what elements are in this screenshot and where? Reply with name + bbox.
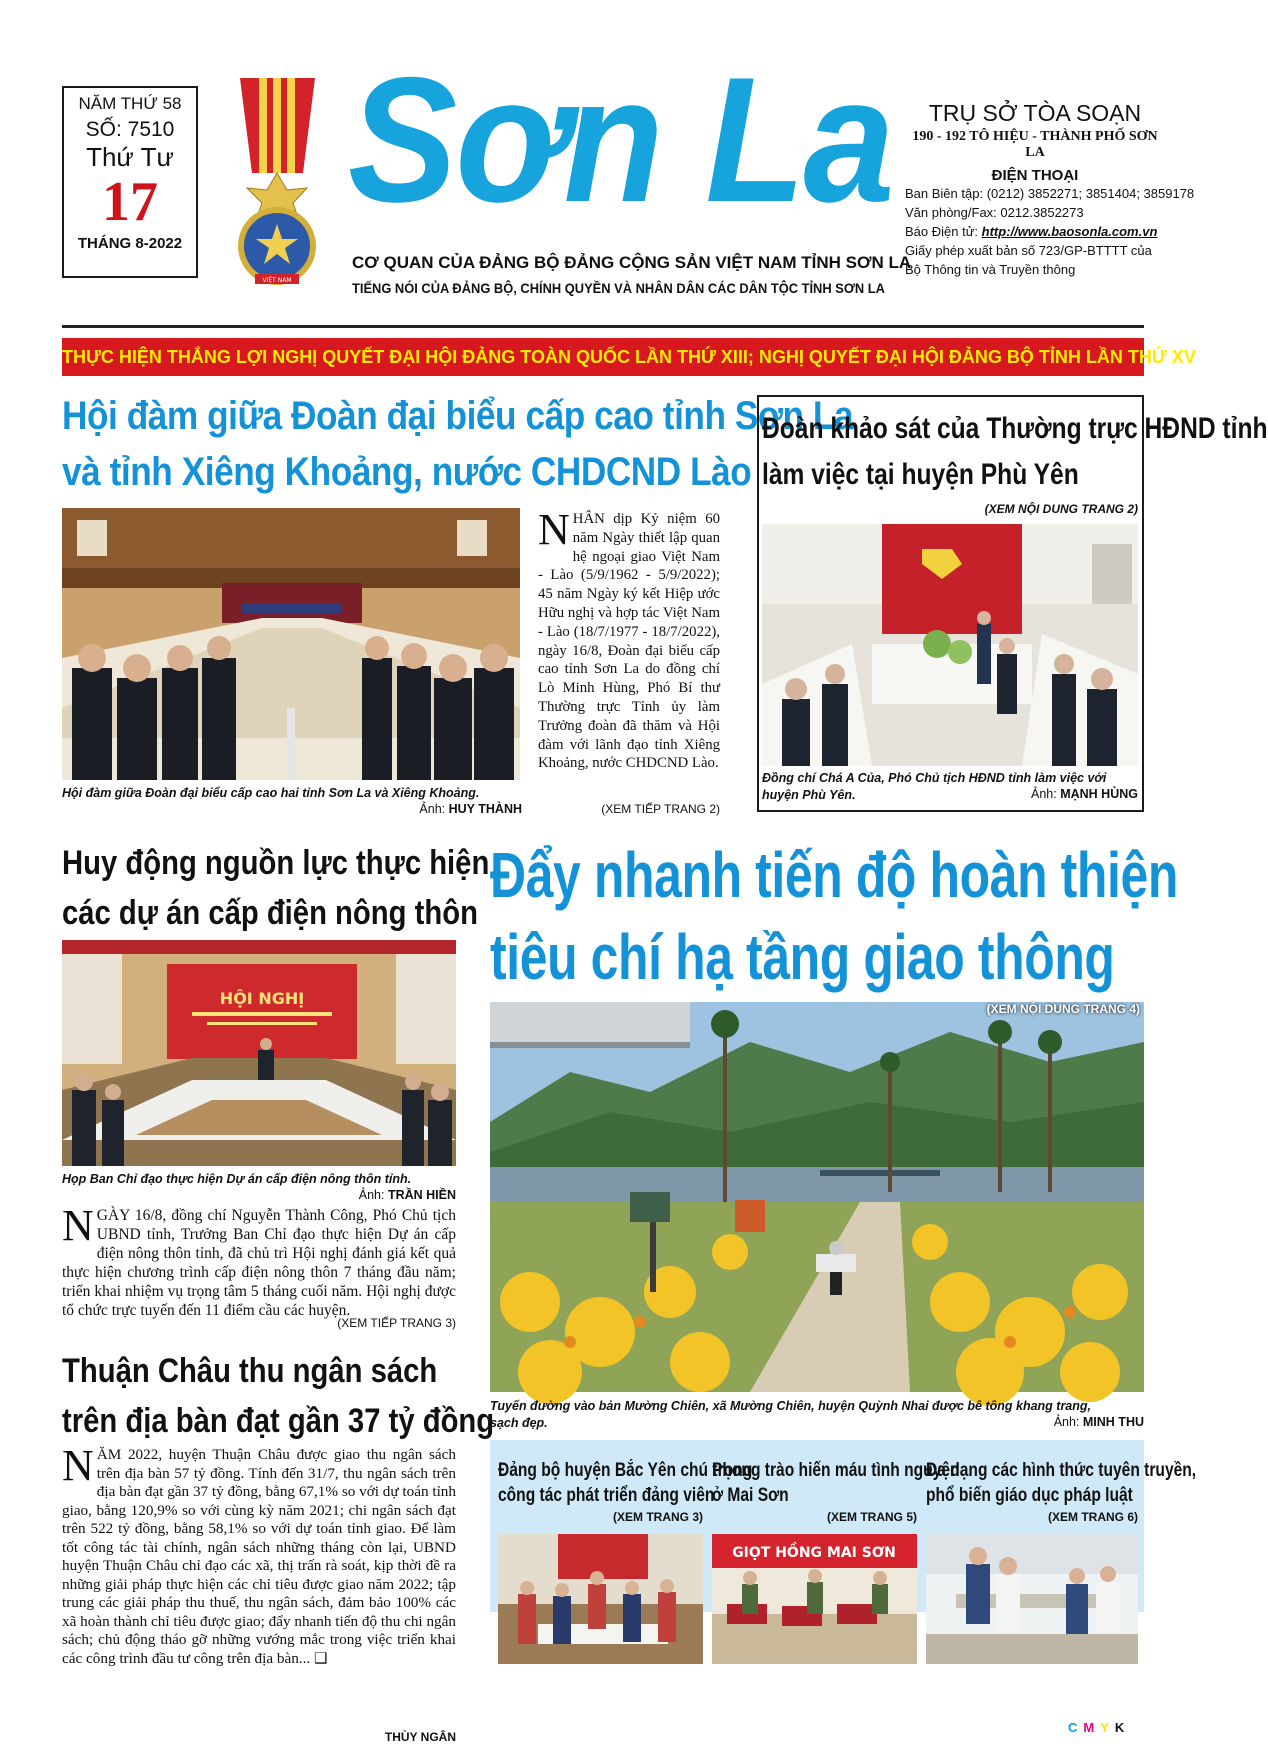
article3-headline-line1: Huy động nguồn lực thực hiện bbox=[62, 844, 490, 882]
article1-headline-line1: Hội đàm giữa Đoàn đại biểu cấp cao tỉnh Sơn La bbox=[62, 394, 854, 438]
article1-photo bbox=[62, 508, 520, 780]
issue-weekday: Thứ Tư bbox=[86, 142, 174, 172]
cmyk-y: Y bbox=[1100, 1720, 1115, 1735]
article2-photo-credit bbox=[960, 787, 1138, 801]
cmyk-print-marks bbox=[1068, 1720, 1130, 1735]
issue-month: THÁNG 8-2022 bbox=[77, 235, 183, 252]
masthead-divider bbox=[62, 325, 1144, 328]
teaser-3-see[interactable]: (XEM TRANG 6) bbox=[1048, 1510, 1138, 1524]
issue-year: NĂM THỨ 58 bbox=[78, 94, 182, 113]
medal-emblem-icon bbox=[225, 78, 330, 288]
article4-credit-name: MINH THU bbox=[1082, 1415, 1144, 1429]
issue-number: SỐ: 7510 bbox=[85, 118, 175, 141]
article2-see-more-link[interactable]: (XEM NỘI DUNG TRANG 2) bbox=[984, 502, 1138, 516]
teaser-3-headline-line2: phổ biến giáo dục pháp luật bbox=[926, 1485, 1133, 1506]
cmyk-k: K bbox=[1114, 1720, 1131, 1735]
article4-credit-label: Ảnh: bbox=[1053, 1415, 1080, 1429]
article4-headline[interactable] bbox=[490, 834, 1178, 998]
article2-headline-line2: làm việc tại huyện Phù Yên bbox=[762, 458, 1079, 491]
office-title: TRỤ SỞ TÒA SOẠN bbox=[928, 100, 1142, 126]
newspaper-title: Sơn La bbox=[348, 40, 893, 239]
article1-body-text: HÂN dịp Kỷ niệm 60 năm Ngày thiết lập quan hệ ngoại giao Việt Nam - Lào (5/9/1962 - 5/9/2022); 45 năm Ngày ký kết Hiệp ước Hữu nghị và hợp tác Việt Nam - Lào (18/7/1977 - 18/7/2022), ngày 16/8, Đoàn đại biểu cấp cao tỉnh Sơn La do đồng chí Lò Minh Hùng, Phó Bí thư Thường trực Tỉnh ủy làm Trưởng đoàn đã thăm và Hội đàm với lãnh đạo tỉnh Xiêng Khoảng, nước CHDCND Lào. bbox=[538, 511, 720, 772]
article3-body-text: GÀY 16/8, đồng chí Nguyễn Thành Công, Phó Chủ tịch UBND tỉnh, Trưởng Ban Chỉ đạo thực hiện Dự án cấp điện nông thôn tỉnh, đã chủ trì Hội nghị đánh giá kết quả thực hiện chương trình cấp điện nông thôn 7 tháng đầu năm; triển khai nhiệm vụ trọng tâm 5 tháng cuối năm. Hội nghị được tổ chức trực tuyến đến 11 điểm cầu các huyện. bbox=[62, 1207, 456, 1319]
office-label: Văn phòng/Fax: bbox=[905, 205, 997, 220]
article2-headline-line1: Đoàn khảo sát của Thường trực HĐND tỉnh bbox=[762, 412, 1268, 445]
article4-photo-credit bbox=[960, 1415, 1144, 1429]
article4-see-more-link[interactable]: (XEM NỘI DUNG TRANG 4) bbox=[986, 1002, 1140, 1016]
article3-body bbox=[62, 1201, 456, 1320]
teaser-3-headline-line1: Đa dạng các hình thức tuyên truyền, bbox=[926, 1460, 1197, 1481]
article2-credit-label: Ảnh: bbox=[1031, 787, 1057, 801]
article1-credit-label: Ảnh: bbox=[419, 802, 446, 816]
teaser-2-photo-banner: GIỌT HỒNG MAI SƠN bbox=[732, 1545, 896, 1561]
web-label: Báo Điện tử: bbox=[905, 224, 979, 239]
article3-photo-caption: Họp Ban Chỉ đạo thực hiện Dự án cấp điện nông thôn tỉnh. bbox=[62, 1172, 412, 1186]
article5-author: THÙY NGÂN bbox=[384, 1730, 456, 1744]
article1-see-more-link[interactable]: (XEM TIẾP TRANG 2) bbox=[601, 802, 720, 816]
medal-text: VIỆT NAM bbox=[262, 277, 292, 284]
editorial-phones: (0212) 3852271; 3851404; 3859178 bbox=[986, 186, 1195, 201]
article5-end-mark: ❑ bbox=[314, 1649, 328, 1667]
editorial-phone-line bbox=[905, 184, 1195, 203]
article4-photo bbox=[490, 1002, 1144, 1392]
office-info bbox=[905, 100, 1195, 279]
article2-caption-line2: huyện Phù Yên. bbox=[762, 788, 856, 802]
article1-headline[interactable] bbox=[62, 388, 854, 500]
teaser-1-headline-line1: Đảng bộ huyện Bắc Yên chú trọng bbox=[498, 1460, 753, 1481]
article4-headline-line2: tiêu chí hạ tầng giao thông bbox=[490, 921, 1115, 993]
teaser-2-photo bbox=[712, 1534, 917, 1664]
article5-headline-line2: trên địa bàn đạt gần 37 tỷ đồng bbox=[62, 1402, 495, 1440]
article1-headline-line2: và tỉnh Xiêng Khoảng, nước CHDCND Lào bbox=[62, 450, 752, 494]
issue-info-box bbox=[62, 86, 198, 278]
article1-photo-caption: Hội đàm giữa Đoàn đại biểu cấp cao hai tỉnh Sơn La và Xiêng Khoảng. bbox=[62, 786, 480, 800]
article5-body-text: ĂM 2022, huyện Thuận Châu được giao thu ngân sách trên địa bàn 57 tỷ đồng. Tính đến 31/7, thu ngân sách trên địa bàn đạt gần 37 tỷ đồng, bằng 67,1% so với dự toán tỉnh giao, bằng 120,9% so với cùng kỳ năm 2021; chi ngân sách đạt trên 522 tỷ đồng, bằng 58,1% so với dự toán tỉnh giao. Để làm tốt công tác tài chính, ngân sách những tháng còn lại, UBND huyện Thuận Châu chỉ đạo các xã, thị trấn rà soát, kịp thời đề ra những giải pháp thực hiện các chỉ tiêu được giao năm 2022; tập trung các giải pháp thu thuế, thu ngân sách, đảm bảo 100% các xã hoàn thành chỉ tiêu được giao; đẩy nhanh tiến độ thu chi ngân sách; chủ động tháo gỡ những vướng mắc trong việc triển khai các công trình đầu tư công trên địa bàn... bbox=[62, 1446, 456, 1667]
article2-headline[interactable] bbox=[762, 406, 1268, 498]
web-line bbox=[905, 222, 1165, 241]
cmyk-c: C bbox=[1068, 1720, 1084, 1735]
issue-day: 17 bbox=[102, 171, 158, 233]
article3-see-more-link[interactable]: (XEM TIẾP TRANG 3) bbox=[337, 1316, 456, 1330]
teaser-2-headline-line2: ở Mai Sơn bbox=[712, 1485, 789, 1506]
article2-caption-line1: Đồng chí Chá A Của, Phó Chủ tịch HĐND tỉnh làm việc với bbox=[762, 771, 1107, 785]
teaser-2-headline bbox=[712, 1458, 960, 1508]
editorial-label: Ban Biên tập: bbox=[905, 186, 984, 201]
teaser-1-headline-line2: công tác phát triển đảng viên bbox=[498, 1485, 715, 1506]
article5-dropcap: N bbox=[62, 1441, 94, 1490]
license-line-1: Giấy phép xuất bản số 723/GP-BTTTT của bbox=[905, 243, 1152, 258]
teaser-2-headline-line1: Phong trào hiến máu tình nguyện bbox=[712, 1460, 960, 1481]
office-address: 190 - 192 TÔ HIỆU - THÀNH PHỐ SƠN LA bbox=[912, 129, 1158, 160]
teaser-2[interactable] bbox=[712, 1458, 960, 1524]
teaser-1-see[interactable]: (XEM TRANG 3) bbox=[613, 1510, 703, 1524]
article4-headline-line1: Đẩy nhanh tiến độ hoàn thiện bbox=[490, 839, 1178, 911]
article4-caption-line2: sạch đẹp. bbox=[490, 1416, 548, 1430]
teaser-1-photo bbox=[498, 1534, 703, 1664]
teaser-3-photo bbox=[926, 1534, 1138, 1664]
article3-photo-banner: HỘI NGHỊ bbox=[219, 989, 305, 1008]
article3-credit-label: Ảnh: bbox=[358, 1188, 385, 1202]
cmyk-m: M bbox=[1083, 1720, 1101, 1735]
article5-body bbox=[62, 1441, 456, 1668]
slogan-banner: THỰC HIỆN THẮNG LỢI NGHỊ QUYẾT ĐẠI HỘI ĐẢNG TOÀN QUỐC LẦN THỨ XIII; NGHỊ QUYẾT ĐẠI HỘI ĐẢNG BỘ TỈNH LẦN THỨ XV bbox=[62, 338, 1144, 376]
article1-photo-credit bbox=[330, 802, 522, 816]
office-phone-line bbox=[905, 203, 1165, 222]
web-url-link[interactable]: http://www.baosonla.com.vn bbox=[981, 224, 1158, 239]
article3-photo bbox=[62, 940, 456, 1166]
article2-photo bbox=[762, 524, 1138, 766]
article3-credit-name: TRẦN HIỀN bbox=[387, 1188, 456, 1202]
mission-line: TIẾNG NÓI CỦA ĐẢNG BỘ, CHÍNH QUYỀN VÀ NHÂN DÂN CÁC DÂN TỘC TỈNH SƠN LA bbox=[352, 280, 885, 296]
article1-body bbox=[538, 505, 720, 773]
article5-headline-line1: Thuận Châu thu ngân sách bbox=[62, 1352, 438, 1390]
article3-photo-credit bbox=[260, 1188, 456, 1202]
article1-credit-name: HUY THÀNH bbox=[448, 802, 522, 816]
article3-headline[interactable] bbox=[62, 838, 490, 938]
phone-heading: ĐIỆN THOẠI bbox=[991, 167, 1079, 184]
article2-credit-name: MẠNH HÙNG bbox=[1060, 787, 1138, 801]
license-line-2: Bộ Thông tin và Truyền thông bbox=[905, 262, 1076, 277]
office-phone: 0212.3852273 bbox=[1000, 205, 1084, 220]
article3-dropcap: N bbox=[62, 1201, 94, 1250]
teaser-2-see[interactable]: (XEM TRANG 5) bbox=[827, 1510, 917, 1524]
organization-line: CƠ QUAN CỦA ĐẢNG BỘ ĐẢNG CỘNG SẢN VIỆT NAM TỈNH SƠN LA bbox=[352, 253, 912, 272]
teaser-3[interactable] bbox=[926, 1458, 1197, 1524]
article4-caption-line1: Tuyến đường vào bản Mường Chiên, xã Mường Chiên, huyện Quỳnh Nhai được bê tông khang trang, bbox=[490, 1399, 1092, 1413]
article5-headline[interactable] bbox=[62, 1346, 495, 1446]
teaser-3-headline bbox=[926, 1458, 1197, 1508]
article3-headline-line2: các dự án cấp điện nông thôn bbox=[62, 894, 478, 932]
article1-dropcap: N bbox=[538, 505, 570, 554]
